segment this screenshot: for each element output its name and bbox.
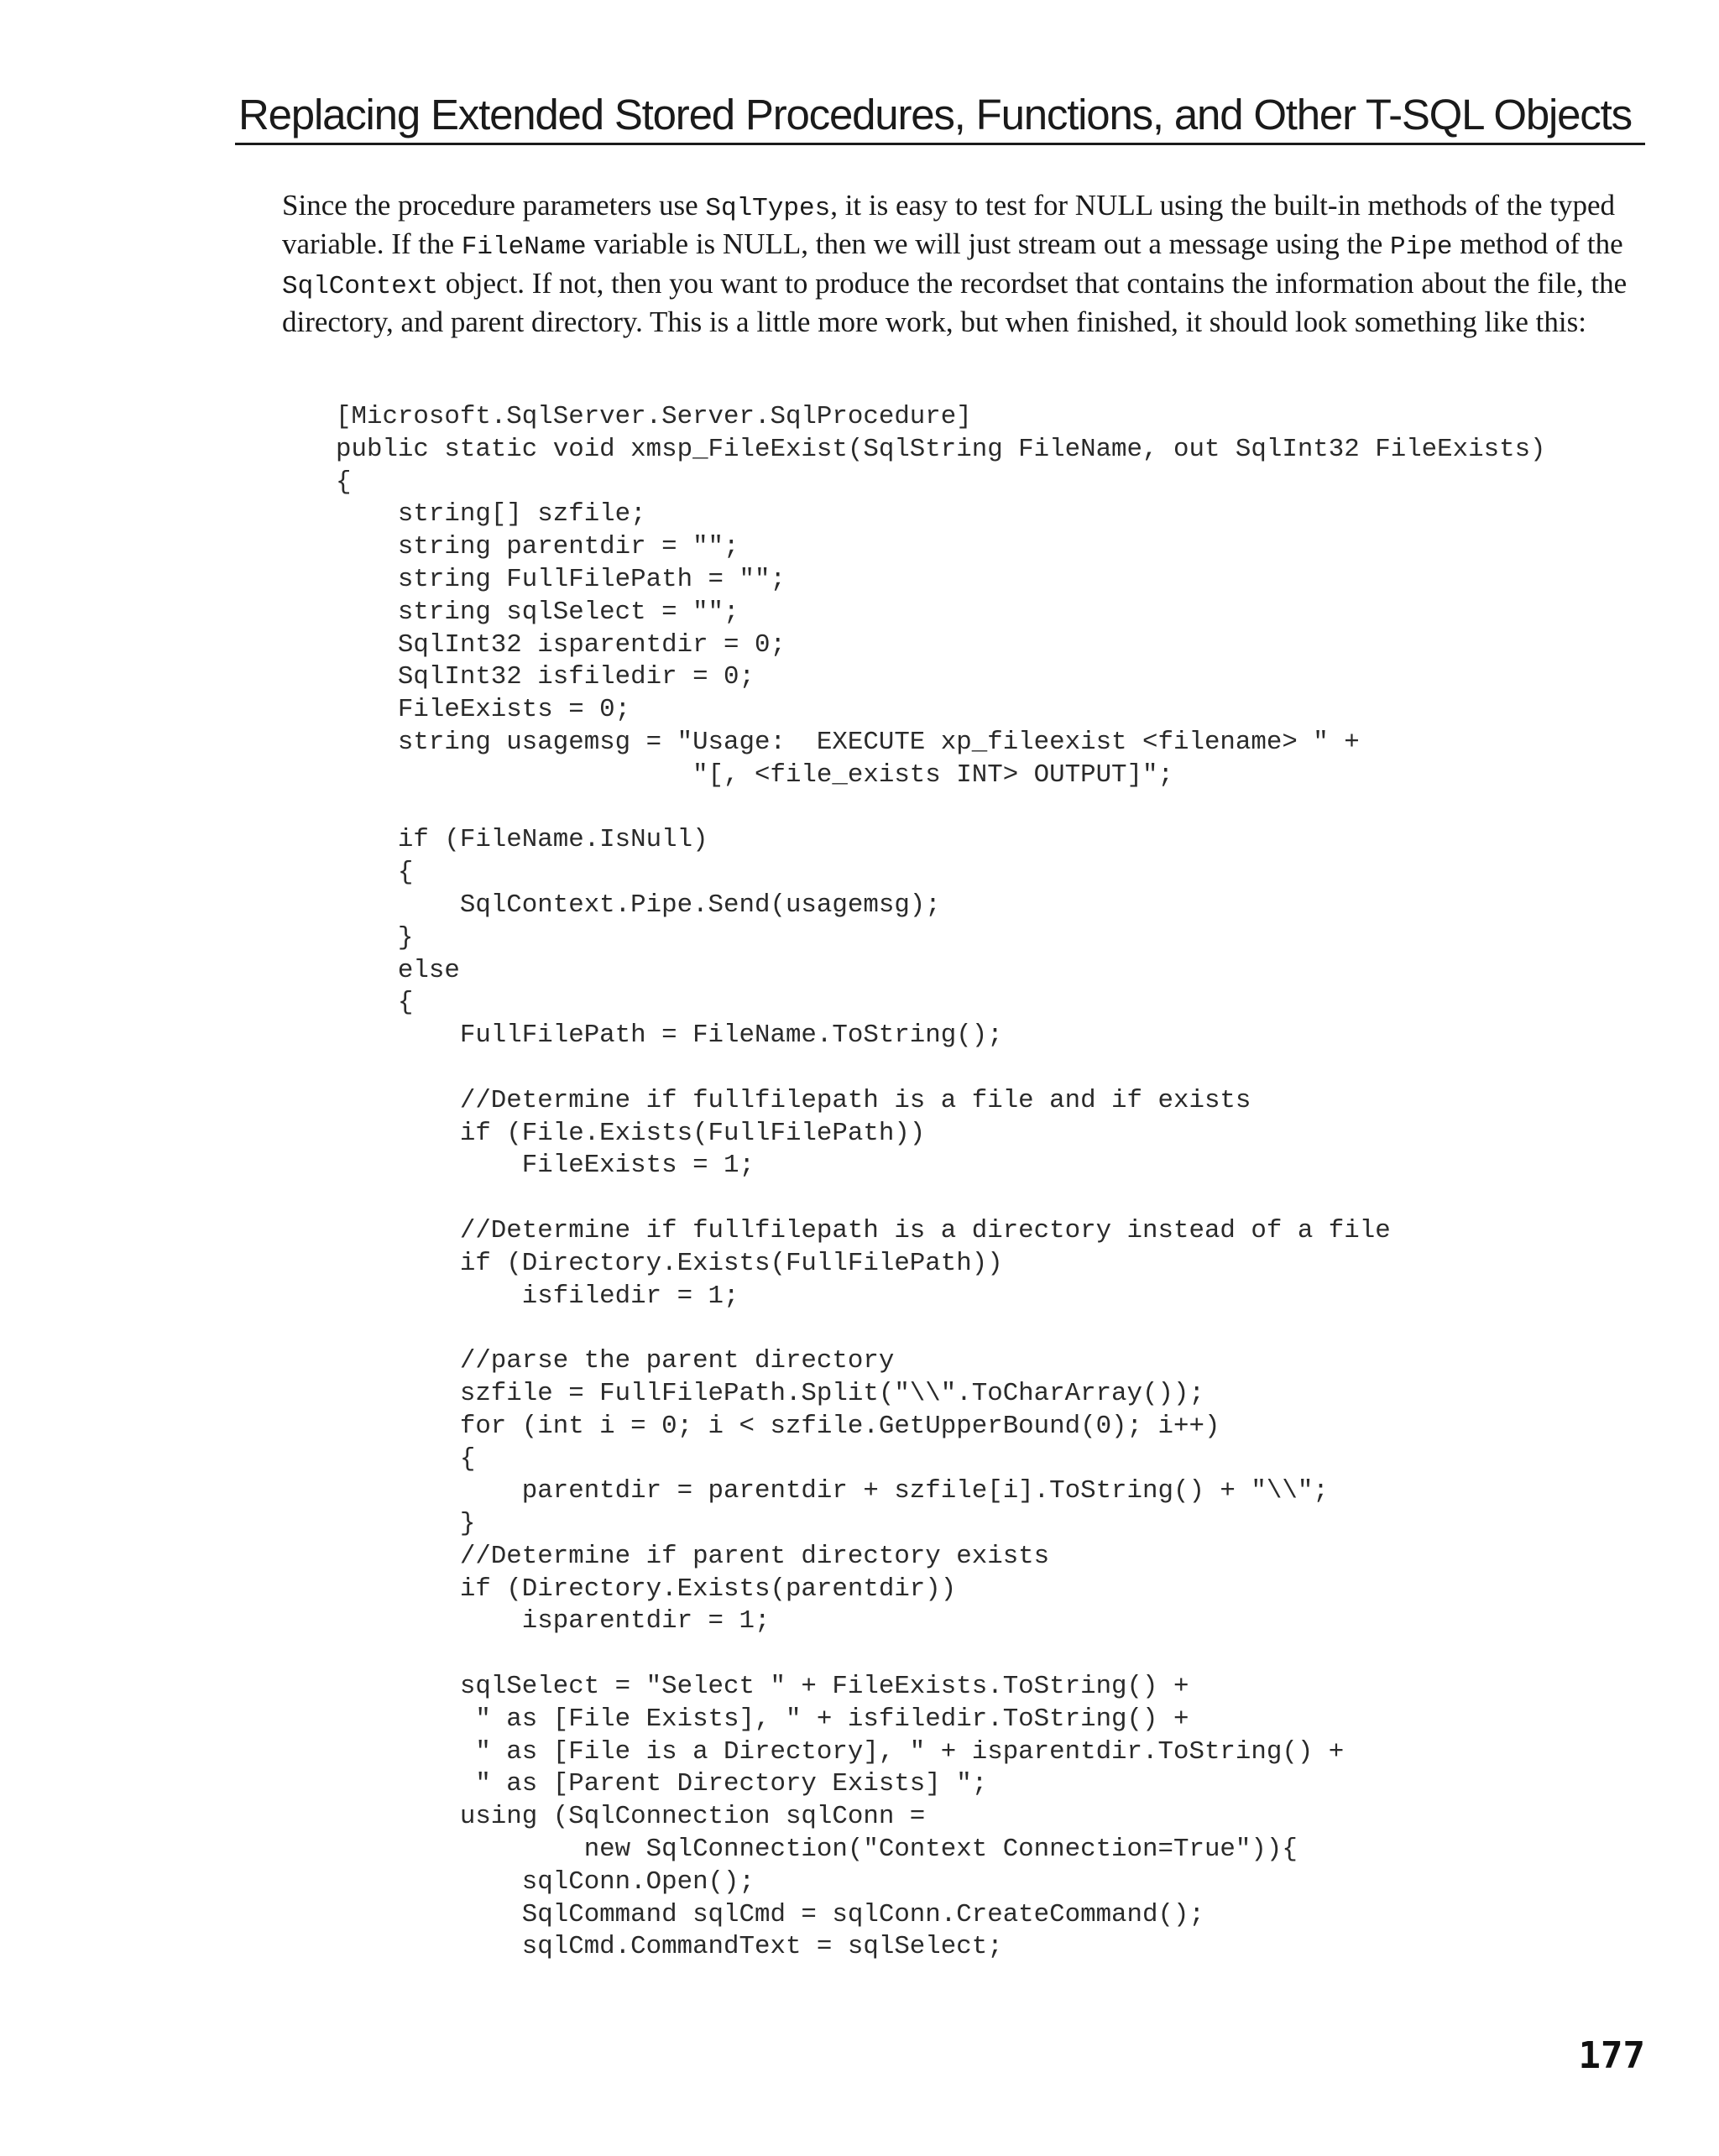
inline-code-sqltypes: SqlTypes: [705, 194, 831, 223]
code-line: FullFilePath = FileName.ToString();: [336, 1021, 1003, 1051]
page-number: 177: [1578, 2034, 1645, 2077]
code-line: " as [File is a Directory], " + isparentdir.ToString() +: [336, 1736, 1345, 1767]
code-line: {: [336, 467, 352, 497]
code-line: sqlSelect = "Select " + FileExists.ToString() +: [336, 1672, 1189, 1702]
code-line: string parentdir = "";: [336, 532, 739, 562]
code-line: {: [336, 858, 414, 888]
code-line: FileExists = 1;: [336, 1151, 755, 1181]
code-line: string FullFilePath = "";: [336, 564, 786, 594]
running-head-title: Replacing Extended Stored Procedures, Functions, and Other T-SQL Objects: [238, 91, 1632, 138]
code-line: string[] szfile;: [336, 499, 646, 530]
code-line: sqlConn.Open();: [336, 1866, 755, 1897]
paragraph-text: Since the procedure parameters use: [282, 189, 706, 222]
code-line: parentdir = parentdir + szfile[i].ToString() + "\\";: [336, 1476, 1329, 1506]
code-line: string usagemsg = "Usage: EXECUTE xp_fileexist <filename> " +: [336, 727, 1360, 757]
inline-code-pipe: Pipe: [1390, 232, 1453, 263]
code-listing: [336, 401, 1546, 1964]
code-line: " as [File Exists], " + isfiledir.ToString() +: [336, 1704, 1189, 1734]
code-line: for (int i = 0; i < szfile.GetUpperBound(0); i++): [336, 1411, 1220, 1441]
code-line: [336, 1052, 1546, 1085]
code-line: else: [336, 955, 460, 985]
code-line: if (FileName.IsNull): [336, 825, 708, 855]
code-line: //Determine if parent directory exists: [336, 1541, 1050, 1571]
inline-code-sqlcontext: SqlContext: [282, 271, 439, 301]
code-line: SqlCommand sqlCmd = sqlConn.CreateCommand();: [336, 1899, 1204, 1929]
paragraph-text: , it is easy to test for NULL using the built-in methods of the typed variable. If the: [282, 189, 1616, 261]
header-rule: [235, 143, 1645, 145]
code-line: isparentdir = 1;: [336, 1606, 771, 1637]
code-line: if (File.Exists(FullFilePath)): [336, 1118, 926, 1148]
code-line: "[, <file_exists INT> OUTPUT]";: [336, 760, 1173, 790]
code-line: SqlInt32 isfiledir = 0;: [336, 662, 755, 692]
code-line: //Determine if fullfilepath is a directory instead of a file: [336, 1215, 1391, 1245]
body-paragraph: [282, 188, 1642, 341]
code-line: }: [336, 922, 414, 953]
code-line: {: [336, 1443, 476, 1474]
paragraph-text: variable is NULL, then we will just stream out a message using the: [586, 227, 1391, 261]
code-line: //Determine if fullfilepath is a file and if exists: [336, 1085, 1251, 1115]
code-line: string sqlSelect = "";: [336, 597, 739, 627]
code-line: public static void xmsp_FileExist(SqlString FileName, out SqlInt32 FileExists): [336, 434, 1546, 464]
code-line: new SqlConnection("Context Connection=True")){: [336, 1835, 1298, 1865]
code-line: sqlCmd.CommandText = sqlSelect;: [336, 1932, 1003, 1962]
code-line: SqlContext.Pipe.Send(usagemsg);: [336, 890, 941, 920]
code-line: [336, 792, 1546, 825]
code-line: " as [Parent Directory Exists] ";: [336, 1769, 988, 1799]
code-line: if (Directory.Exists(FullFilePath)): [336, 1248, 1003, 1278]
code-line: isfiledir = 1;: [336, 1281, 739, 1311]
paragraph-text: method of the: [1452, 227, 1623, 261]
code-line: [Microsoft.SqlServer.Server.SqlProcedure]: [336, 402, 972, 431]
code-line: {: [336, 988, 414, 1018]
code-line: szfile = FullFilePath.Split("\\".ToCharArray());: [336, 1378, 1204, 1408]
code-line: if (Directory.Exists(parentdir)): [336, 1574, 957, 1604]
code-line: //parse the parent directory: [336, 1346, 895, 1376]
code-line: [336, 1638, 1546, 1671]
paragraph-text: object. If not, then you want to produce the recordset that contains the information about the file, the directory, and parent directory. This is a little more work, but when finished, it should look something like this:: [282, 266, 1628, 339]
code-line: SqlInt32 isparentdir = 0;: [336, 629, 786, 660]
code-line: FileExists = 0;: [336, 695, 631, 725]
inline-code-filename: FileName: [461, 232, 587, 263]
code-line: }: [336, 1509, 476, 1539]
code-line: using (SqlConnection sqlConn =: [336, 1802, 926, 1832]
code-line: [336, 1313, 1546, 1345]
code-line: [336, 1182, 1546, 1215]
